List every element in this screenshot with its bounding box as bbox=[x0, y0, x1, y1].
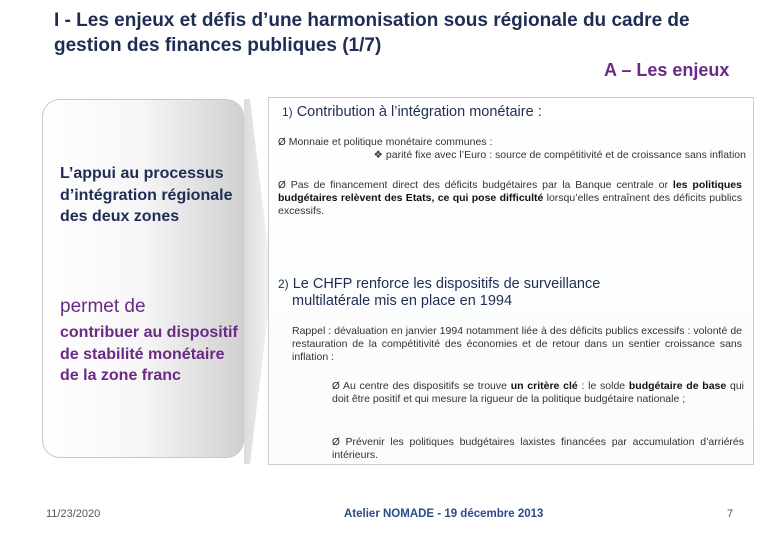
section1-bullet-2 bbox=[278, 179, 742, 218]
section2-heading-line-2: multilatérale mis en place en 1994 bbox=[292, 293, 513, 309]
section2-bullet-1-bold-2: budgétaire de base bbox=[628, 380, 727, 392]
section1-number: 1) bbox=[282, 105, 293, 119]
section2-bullet-1 bbox=[332, 380, 744, 406]
left-panel bbox=[42, 99, 244, 458]
footer-date: 11/23/2020 bbox=[46, 508, 101, 520]
section1-sub-bullet bbox=[306, 149, 746, 162]
section2-bullet-1-bold-1: un critère clé bbox=[510, 380, 578, 392]
arrow-bullet-icon: Ø bbox=[332, 381, 340, 392]
section1-heading bbox=[282, 104, 542, 120]
section2-number: 2) bbox=[278, 277, 289, 291]
section2-heading-line-1: Le CHFP renforce les dispositifs de surveillance bbox=[292, 276, 601, 292]
left-panel-text-3: contribuer au dispositif de stabilité monétaire de la zone franc bbox=[60, 324, 238, 384]
arrow-bullet-icon: Ø bbox=[278, 137, 286, 148]
section2-heading bbox=[278, 276, 742, 310]
slide-title: I - Les enjeux et défis d’une harmonisation sous régionale du cadre de gestion des finances publiques (1/7) bbox=[54, 10, 690, 56]
section2-rappel: Rappel : dévaluation en janvier 1994 notamment liée à des déficits publics excessifs : volonté de restauration de la compétitivité des économies et de retour dans un sentier croissance sans inflation : bbox=[292, 325, 742, 363]
left-panel-text-1: L’appui au processus d’intégration régionale des deux zones bbox=[60, 165, 233, 225]
section2-bullet-2 bbox=[332, 436, 744, 462]
footer-event: Atelier NOMADE - 19 décembre 2013 bbox=[344, 508, 544, 520]
section2-bullet-1-text-b: : le solde bbox=[577, 380, 629, 392]
left-panel-text-2: permet de bbox=[60, 296, 146, 317]
section2-bullet-2-text: Prévenir les politiques budgétaires laxistes financées par accumulation d’arriérés intérieurs. bbox=[332, 436, 744, 461]
slide-subtitle: A – Les enjeux bbox=[604, 60, 730, 80]
section1-bullet-1-text: Monnaie et politique monétaire communes : bbox=[288, 136, 493, 148]
section1-bullet-2-bold: les politiques budgétaires relèvent des Etats, ce qui pose difficulté bbox=[278, 179, 742, 204]
section2-bullet-1-text-a: Au centre des dispositifs se trouve bbox=[342, 380, 511, 392]
section1-bullet-1 bbox=[278, 136, 742, 149]
page-number: 7 bbox=[727, 508, 734, 520]
section1-bullet-2-text-b: lorsqu’elles entraînent des déficits publics excessifs. bbox=[278, 192, 742, 217]
section2-bullet-1-text-c: qui doit être positif et qui mesure la rigueur de la politique budgétaire nationale ; bbox=[332, 380, 744, 405]
section1-heading-text: Contribution à l’intégration monétaire : bbox=[296, 104, 542, 120]
arrow-bullet-icon: Ø bbox=[278, 180, 286, 191]
section1-bullet-2-text-a: Pas de financement direct des déficits budgétaires par la Banque centrale or bbox=[290, 179, 673, 191]
section1-sub-bullet-text: parité fixe avec l’Euro : source de compétitivité et de croissance sans inflation bbox=[385, 149, 746, 161]
diamond-bullet-icon: ❖ bbox=[373, 149, 383, 161]
arrow-bullet-icon: Ø bbox=[332, 437, 340, 448]
